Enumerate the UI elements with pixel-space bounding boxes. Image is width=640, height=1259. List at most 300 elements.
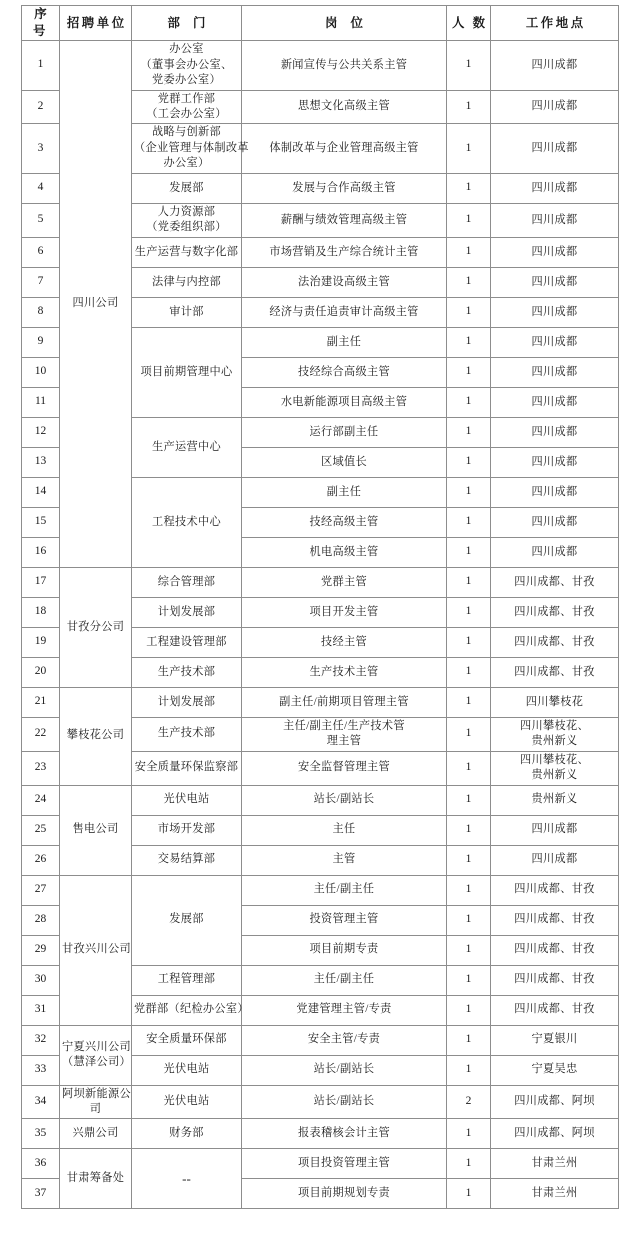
- cell-work-location: [491, 717, 619, 751]
- cell-sequence-number: 7: [22, 267, 60, 297]
- cell-line: （党委组织部）: [146, 221, 227, 234]
- cell-line: 生产技术部: [157, 665, 216, 678]
- cell-department: [132, 785, 242, 815]
- cell-sequence-number: 3: [22, 124, 60, 173]
- cell-work-location: [491, 1119, 619, 1149]
- cell-sequence-number: 12: [22, 417, 60, 447]
- cell-line: 主任/副主任: [313, 883, 375, 896]
- cell-line: 生产运营中心: [152, 440, 221, 453]
- cell-line: 安全主管/专责: [307, 1033, 381, 1046]
- cell-department: [132, 1055, 242, 1085]
- cell-position: [242, 935, 447, 965]
- cell-line: 办公室）: [163, 157, 210, 170]
- cell-headcount: 1: [447, 815, 491, 845]
- cell-line: 四川成都: [531, 58, 578, 71]
- cell-line: 生产技术部: [157, 727, 216, 740]
- cell-department: [132, 297, 242, 327]
- cell-recruiting-unit: [60, 875, 132, 1025]
- cell-work-location: [491, 845, 619, 875]
- cell-recruiting-unit: [60, 785, 132, 875]
- cell-line: 四川攀枝花、: [520, 753, 589, 766]
- cell-line: 四川成都: [531, 335, 578, 348]
- cell-sequence-number: 15: [22, 507, 60, 537]
- cell-headcount: 1: [447, 537, 491, 567]
- cell-line: 阿坝新能源公: [62, 1087, 131, 1100]
- cell-headcount: 1: [447, 124, 491, 173]
- cell-work-location: [491, 124, 619, 173]
- cell-sequence-number: 22: [22, 717, 60, 751]
- cell-work-location: [491, 785, 619, 815]
- cell-position: [242, 875, 447, 905]
- cell-work-location: [491, 90, 619, 124]
- cell-department: [132, 657, 242, 687]
- cell-position: [242, 1119, 447, 1149]
- cell-department: [132, 203, 242, 237]
- cell-position: [242, 90, 447, 124]
- cell-department: [132, 124, 249, 173]
- cell-line: 党群主管: [321, 575, 367, 588]
- cell-department: [132, 875, 242, 965]
- cell-line: 四川成都: [531, 365, 578, 378]
- cell-line: 贵州新义: [531, 735, 578, 748]
- cell-line: 思想文化高级主管: [298, 100, 390, 113]
- cell-department: [132, 845, 242, 875]
- column-header-dept: 部 门: [132, 6, 242, 41]
- cell-line: 四川成都、甘孜: [514, 605, 595, 618]
- cell-work-location: [491, 417, 619, 447]
- cell-line: 技经综合高级主管: [298, 365, 390, 378]
- cell-line: 综合管理部: [157, 575, 216, 588]
- cell-line: 生产运营与数字化部: [134, 245, 239, 258]
- cell-position: [242, 124, 447, 173]
- cell-line: 四川成都: [531, 455, 578, 468]
- cell-line: 水电新能源项目高级主管: [280, 395, 408, 408]
- cell-department: [132, 41, 242, 90]
- cell-work-location: [491, 237, 619, 267]
- cell-line: 新闻宣传与公共关系主管: [280, 58, 408, 71]
- cell-recruiting-unit: [60, 1025, 132, 1085]
- table-row: [22, 875, 619, 905]
- cell-line: 四川成都: [531, 853, 578, 866]
- cell-position: [242, 785, 447, 815]
- cell-work-location: [491, 297, 619, 327]
- cell-department: [132, 567, 242, 597]
- cell-line: 四川成都、甘孜: [514, 973, 595, 986]
- cell-line: 四川公司: [72, 297, 119, 310]
- cell-sequence-number: 10: [22, 357, 60, 387]
- cell-position: [242, 627, 447, 657]
- cell-line: 四川成都、甘孜: [514, 575, 595, 588]
- table-row: [22, 41, 619, 90]
- cell-line: （董事会办公室、: [140, 58, 233, 71]
- cell-line: 安全监督管理主管: [298, 761, 390, 774]
- cell-sequence-number: 17: [22, 567, 60, 597]
- cell-department: [132, 267, 242, 297]
- cell-recruiting-unit: [60, 1149, 132, 1209]
- table-row: [22, 785, 619, 815]
- cell-line: 主任: [332, 823, 356, 836]
- cell-department: [132, 815, 242, 845]
- cell-line: 四川攀枝花、: [520, 719, 589, 732]
- cell-headcount: 1: [447, 327, 491, 357]
- cell-line: 工程管理部: [157, 973, 216, 986]
- cell-line: 四川成都、甘孜: [514, 635, 595, 648]
- cell-work-location: [491, 657, 619, 687]
- cell-line: 四川成都: [531, 275, 578, 288]
- cell-position: [242, 387, 447, 417]
- cell-headcount: 1: [447, 203, 491, 237]
- cell-line: 项目前期专责: [309, 943, 379, 956]
- cell-work-location: [491, 267, 619, 297]
- cell-headcount: 1: [447, 237, 491, 267]
- cell-work-location: [491, 537, 619, 567]
- cell-recruiting-unit: [60, 687, 132, 785]
- cell-position: [242, 995, 447, 1025]
- cell-line: 项目前期规划专责: [298, 1187, 390, 1200]
- cell-line: 宁夏兴川公司: [62, 1040, 131, 1053]
- cell-position: [242, 173, 447, 203]
- cell-sequence-number: 9: [22, 327, 60, 357]
- cell-sequence-number: 26: [22, 845, 60, 875]
- cell-line: 四川成都、甘孜: [514, 665, 595, 678]
- cell-position: [242, 417, 447, 447]
- cell-line: 甘孜兴川公司: [62, 943, 131, 956]
- cell-line: 四川成都: [531, 515, 578, 528]
- cell-headcount: 1: [447, 267, 491, 297]
- cell-headcount: 1: [447, 90, 491, 124]
- cell-line: 投资管理主管: [309, 913, 379, 926]
- column-header-post: 岗 位: [242, 6, 447, 41]
- cell-line: 四川成都、甘孜: [514, 883, 595, 896]
- cell-sequence-number: 27: [22, 875, 60, 905]
- cell-headcount: 1: [447, 875, 491, 905]
- cell-headcount: 2: [447, 1085, 491, 1119]
- cell-department: [132, 597, 242, 627]
- cell-line: 四川攀枝花: [525, 695, 584, 708]
- cell-line: （企业管理与体制改革: [134, 141, 249, 154]
- cell-line: 审计部: [169, 305, 204, 318]
- cell-line: 四川成都、阿坝: [514, 1127, 595, 1140]
- cell-line: （慧泽公司）: [62, 1056, 131, 1069]
- cell-position: [242, 1179, 447, 1209]
- table-row: [22, 687, 619, 717]
- cell-work-location: [491, 327, 619, 357]
- cell-line: 法治建设高级主管: [298, 275, 390, 288]
- cell-headcount: 1: [447, 41, 491, 90]
- cell-sequence-number: 11: [22, 387, 60, 417]
- cell-position: [242, 477, 447, 507]
- cell-department: [132, 751, 242, 785]
- cell-line: 四川成都、甘孜: [514, 943, 595, 956]
- cell-line: 光伏电站: [163, 1095, 210, 1108]
- cell-work-location: [491, 477, 619, 507]
- cell-recruiting-unit: [60, 567, 132, 687]
- cell-position: [242, 297, 447, 327]
- cell-headcount: 1: [447, 567, 491, 597]
- cell-line: 光伏电站: [163, 1063, 210, 1076]
- cell-position: [242, 447, 447, 477]
- cell-line: 主管: [332, 853, 356, 866]
- cell-line: 工程技术中心: [152, 515, 221, 528]
- cell-position: [242, 327, 447, 357]
- cell-headcount: 1: [447, 965, 491, 995]
- cell-work-location: [491, 751, 619, 785]
- cell-sequence-number: 34: [22, 1085, 60, 1119]
- cell-position: [242, 1025, 447, 1055]
- cell-work-location: [491, 905, 619, 935]
- cell-line: 市场开发部: [157, 823, 216, 836]
- cell-line: 运行部副主任: [309, 425, 379, 438]
- cell-sequence-number: 6: [22, 237, 60, 267]
- cell-line: 四川成都: [531, 305, 578, 318]
- cell-sequence-number: 32: [22, 1025, 60, 1055]
- cell-recruiting-unit: [60, 1119, 132, 1149]
- table-body: [22, 41, 619, 1209]
- cell-line: 四川成都、甘孜: [514, 913, 595, 926]
- cell-headcount: 1: [447, 657, 491, 687]
- cell-department: [132, 417, 242, 477]
- cell-work-location: [491, 507, 619, 537]
- cell-line: 经济与责任追责审计高级主管: [269, 305, 419, 318]
- cell-line: 贵州新义: [531, 769, 578, 782]
- cell-line: 计划发展部: [157, 605, 216, 618]
- cell-sequence-number: 19: [22, 627, 60, 657]
- cell-department: [132, 627, 242, 657]
- cell-line: 项目投资管理主管: [298, 1157, 390, 1170]
- cell-line: 四川成都、甘孜: [514, 1003, 595, 1016]
- cell-line: 兴鼎公司: [72, 1127, 119, 1140]
- cell-sequence-number: 37: [22, 1179, 60, 1209]
- cell-line: 党建管理主管/专责: [296, 1003, 392, 1016]
- cell-line: 四川成都: [531, 245, 578, 258]
- cell-sequence-number: 33: [22, 1055, 60, 1085]
- cell-recruiting-unit: [60, 41, 132, 568]
- cell-line: 四川成都: [531, 213, 578, 226]
- table-row: [22, 1119, 619, 1149]
- cell-work-location: [491, 173, 619, 203]
- column-header-count: 人 数: [447, 6, 491, 41]
- cell-line: 报表稽核会计主管: [298, 1127, 390, 1140]
- cell-work-location: [491, 687, 619, 717]
- cell-headcount: 1: [447, 1025, 491, 1055]
- cell-work-location: [491, 1179, 619, 1209]
- cell-line: 人力资源部: [157, 205, 216, 218]
- cell-sequence-number: 8: [22, 297, 60, 327]
- cell-work-location: [491, 1149, 619, 1179]
- cell-line: 党委办公室）: [152, 74, 221, 87]
- cell-work-location: [491, 815, 619, 845]
- cell-line: 项目前期管理中心: [140, 365, 233, 378]
- cell-line: 安全质量环保部: [146, 1033, 227, 1046]
- cell-sequence-number: 16: [22, 537, 60, 567]
- cell-line: 司: [89, 1103, 102, 1116]
- cell-line: 主任/副主任: [313, 973, 375, 986]
- cell-work-location: [491, 387, 619, 417]
- cell-work-location: [491, 1055, 619, 1085]
- cell-sequence-number: 35: [22, 1119, 60, 1149]
- cell-headcount: 1: [447, 845, 491, 875]
- cell-line: 党群工作部: [157, 92, 216, 105]
- cell-line: 技经高级主管: [309, 515, 379, 528]
- cell-department: [132, 1119, 242, 1149]
- cell-line: 机电高级主管: [309, 545, 379, 558]
- column-header-seq: 序 号: [22, 6, 60, 41]
- cell-headcount: 1: [447, 1119, 491, 1149]
- cell-headcount: 1: [447, 173, 491, 203]
- cell-line: 办公室: [169, 43, 204, 56]
- cell-sequence-number: 20: [22, 657, 60, 687]
- cell-headcount: 1: [447, 357, 491, 387]
- cell-headcount: 1: [447, 417, 491, 447]
- cell-position: [242, 267, 447, 297]
- cell-line: 工程建设管理部: [146, 635, 227, 648]
- cell-position: [242, 203, 447, 237]
- cell-department: [132, 1025, 242, 1055]
- cell-position: [242, 965, 447, 995]
- cell-line: 甘肃兰州: [531, 1157, 578, 1170]
- cell-line: 四川成都: [531, 425, 578, 438]
- cell-line: 市场营销及生产综合统计主管: [269, 245, 419, 258]
- cell-headcount: 1: [447, 1055, 491, 1085]
- cell-line: 四川成都: [531, 100, 578, 113]
- cell-position: [242, 41, 447, 90]
- recruitment-table: [21, 5, 619, 1209]
- cell-position: [242, 845, 447, 875]
- cell-department: [132, 687, 242, 717]
- cell-sequence-number: 4: [22, 173, 60, 203]
- cell-work-location: [491, 1025, 619, 1055]
- cell-department: [132, 327, 242, 417]
- cell-headcount: 1: [447, 387, 491, 417]
- cell-line: 站长/副站长: [313, 1063, 375, 1076]
- cell-position: [242, 357, 447, 387]
- table-row: [22, 1149, 619, 1179]
- cell-headcount: 1: [447, 687, 491, 717]
- cell-line: 副主任: [326, 335, 362, 348]
- cell-headcount: 1: [447, 597, 491, 627]
- cell-sequence-number: 30: [22, 965, 60, 995]
- cell-line: --: [182, 1171, 191, 1186]
- cell-sequence-number: 36: [22, 1149, 60, 1179]
- cell-sequence-number: 28: [22, 905, 60, 935]
- cell-line: 交易结算部: [157, 853, 216, 866]
- cell-headcount: 1: [447, 717, 491, 751]
- cell-position: [242, 751, 447, 785]
- cell-line: （工会办公室）: [146, 108, 227, 121]
- cell-work-location: [491, 357, 619, 387]
- cell-headcount: 1: [447, 297, 491, 327]
- cell-department: [132, 1149, 242, 1209]
- cell-headcount: 1: [447, 507, 491, 537]
- cell-line: 四川成都、阿坝: [514, 1095, 595, 1108]
- cell-department: [132, 1085, 242, 1119]
- cell-line: 四川成都: [531, 823, 578, 836]
- cell-department: [132, 173, 242, 203]
- cell-line: 宁夏银川: [531, 1033, 578, 1046]
- cell-position: [242, 657, 447, 687]
- table-row: [22, 567, 619, 597]
- cell-headcount: 1: [447, 905, 491, 935]
- cell-position: [242, 567, 447, 597]
- cell-work-location: [491, 597, 619, 627]
- cell-line: 甘肃兰州: [531, 1187, 578, 1200]
- cell-line: 攀枝花公司: [66, 729, 125, 742]
- cell-position: [242, 1149, 447, 1179]
- cell-line: 甘孜分公司: [66, 620, 125, 633]
- cell-line: 技经主管: [321, 635, 367, 648]
- cell-line: 四川成都: [531, 545, 578, 558]
- table-header: [22, 6, 619, 41]
- header-row: [22, 6, 619, 41]
- cell-sequence-number: 24: [22, 785, 60, 815]
- cell-position: [242, 717, 447, 751]
- cell-headcount: 1: [447, 995, 491, 1025]
- cell-department: [132, 965, 242, 995]
- cell-position: [242, 507, 447, 537]
- cell-line: 生产技术主管: [309, 665, 379, 678]
- cell-department: [132, 237, 242, 267]
- cell-sequence-number: 31: [22, 995, 60, 1025]
- cell-line: 贵州新义: [531, 793, 578, 806]
- cell-line: 主任/副主任/生产技术管: [283, 719, 405, 732]
- table-row: [22, 1025, 619, 1055]
- cell-line: 发展部: [169, 913, 204, 926]
- cell-work-location: [491, 965, 619, 995]
- cell-position: [242, 537, 447, 567]
- cell-line: 发展与合作高级主管: [292, 181, 396, 194]
- cell-line: 党群部（纪检办公室）: [134, 1003, 249, 1016]
- cell-work-location: [491, 875, 619, 905]
- cell-work-location: [491, 41, 619, 90]
- cell-work-location: [491, 203, 619, 237]
- cell-line: 薪酬与绩效管理高级主管: [280, 213, 408, 226]
- cell-line: 体制改革与企业管理高级主管: [269, 141, 419, 154]
- cell-position: [242, 237, 447, 267]
- cell-line: 发展部: [169, 181, 204, 194]
- cell-sequence-number: 2: [22, 90, 60, 124]
- cell-sequence-number: 5: [22, 203, 60, 237]
- cell-line: 战略与创新部: [152, 126, 221, 139]
- cell-position: [242, 905, 447, 935]
- cell-position: [242, 687, 447, 717]
- cell-work-location: [491, 935, 619, 965]
- cell-sequence-number: 21: [22, 687, 60, 717]
- cell-headcount: 1: [447, 785, 491, 815]
- cell-headcount: 1: [447, 1179, 491, 1209]
- cell-work-location: [491, 627, 619, 657]
- cell-line: 四川成都: [531, 395, 578, 408]
- cell-line: 法律与内控部: [152, 275, 221, 288]
- cell-sequence-number: 29: [22, 935, 60, 965]
- cell-work-location: [491, 447, 619, 477]
- cell-sequence-number: 14: [22, 477, 60, 507]
- cell-sequence-number: 25: [22, 815, 60, 845]
- cell-sequence-number: 13: [22, 447, 60, 477]
- cell-headcount: 1: [447, 1149, 491, 1179]
- cell-sequence-number: 1: [22, 41, 60, 90]
- cell-line: 区域值长: [321, 455, 367, 468]
- table-row: [22, 1085, 619, 1119]
- cell-headcount: 1: [447, 447, 491, 477]
- cell-line: 售电公司: [72, 823, 119, 836]
- cell-department: [132, 995, 249, 1025]
- cell-line: 四川成都: [531, 485, 578, 498]
- cell-line: 站长/副站长: [313, 793, 375, 806]
- cell-line: 宁夏吴忠: [531, 1063, 578, 1076]
- cell-line: 四川成都: [531, 141, 578, 154]
- cell-department: [132, 90, 242, 124]
- cell-line: 四川成都: [531, 181, 578, 194]
